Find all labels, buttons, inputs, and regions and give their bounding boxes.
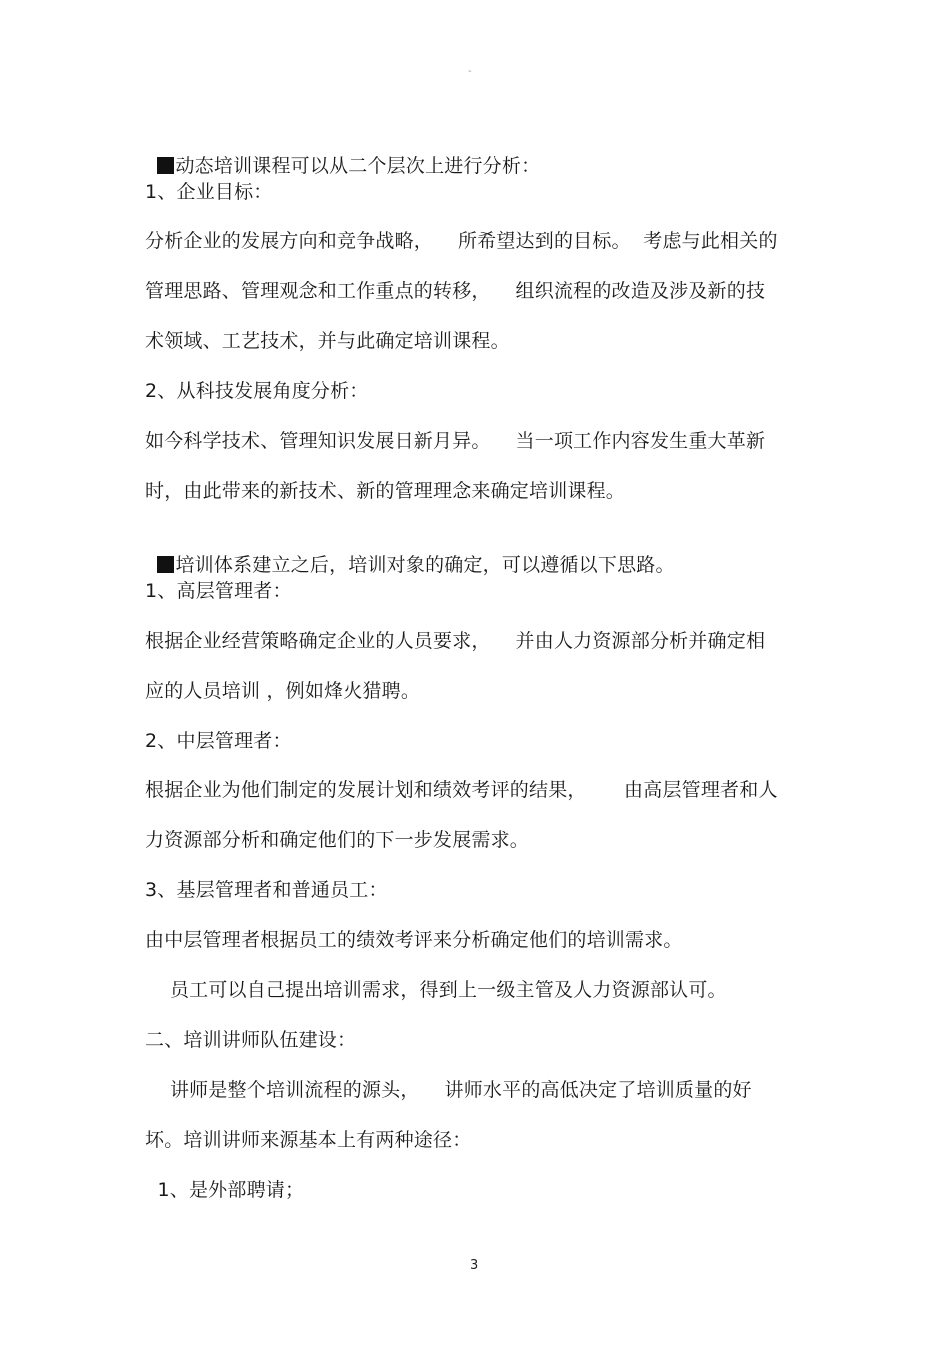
paragraph-line: 1、是外部聘请； (145, 1179, 305, 1201)
page-number: 3 (470, 1258, 479, 1273)
paragraph-line: 应的人员培训 ，例如烽火猎聘。 (145, 680, 421, 702)
paragraph-line: 员工可以自己提出培训需求，得到上一级主管及人力资源部认可。 (145, 979, 727, 1001)
paragraph-line: 2、中层管理者： (145, 730, 292, 752)
paragraph-line: 管理思路、管理观念和工作重点的转移， 组织流程的改造及涉及新的技 (145, 280, 766, 302)
paragraph-line: 3、基层管理者和普通员工： (145, 879, 388, 901)
paragraph-line: 由中层管理者根据员工的绩效考评来分析确定他们的培训需求。 (145, 929, 683, 951)
paragraph-line (145, 130, 540, 178)
paragraph-line: 坏。培训讲师来源基本上有两种途径： (145, 1129, 472, 1151)
header-mark: - (468, 66, 472, 77)
paragraph-line: 分析企业的发展方向和竞争战略， 所希望达到的目标。 考虑与此相关的 (145, 230, 778, 252)
paragraph-line: 术领域、工艺技术，并与此确定培训课程。 (145, 330, 510, 352)
paragraph-line: 二、培训讲师队伍建设： (145, 1029, 357, 1051)
bullet-square-icon (157, 556, 174, 573)
paragraph-line: 根据企业经营策略确定企业的人员要求， 并由人力资源部分析并确定相 (145, 630, 766, 652)
paragraph-line: 2、从科技发展角度分析： (145, 380, 369, 402)
paragraph-line: 力资源部分析和确定他们的下一步发展需求。 (145, 829, 530, 851)
paragraph-line (145, 529, 675, 577)
line-text: 动态培训课程可以从二个层次上进行分析： (175, 155, 541, 177)
paragraph-line: 1、高层管理者： (145, 580, 292, 602)
paragraph-line: 如今科学技术、管理知识发展日新月异。 当一项工作内容发生重大革新 (145, 430, 766, 452)
paragraph-line: 1、企业目标： (145, 181, 273, 203)
bullet-square-icon (157, 157, 174, 174)
line-text: 培训体系建立之后，培训对象的确定，可以遵循以下思路。 (175, 554, 675, 576)
paragraph-line: 讲师是整个培训流程的源头， 讲师水平的高低决定了培训质量的好 (145, 1079, 752, 1101)
paragraph-line: 根据企业为他们制定的发展计划和绩效考评的结果， 由高层管理者和人 (145, 779, 778, 801)
paragraph-line: 时，由此带来的新技术、新的管理理念来确定培训课程。 (145, 480, 626, 502)
